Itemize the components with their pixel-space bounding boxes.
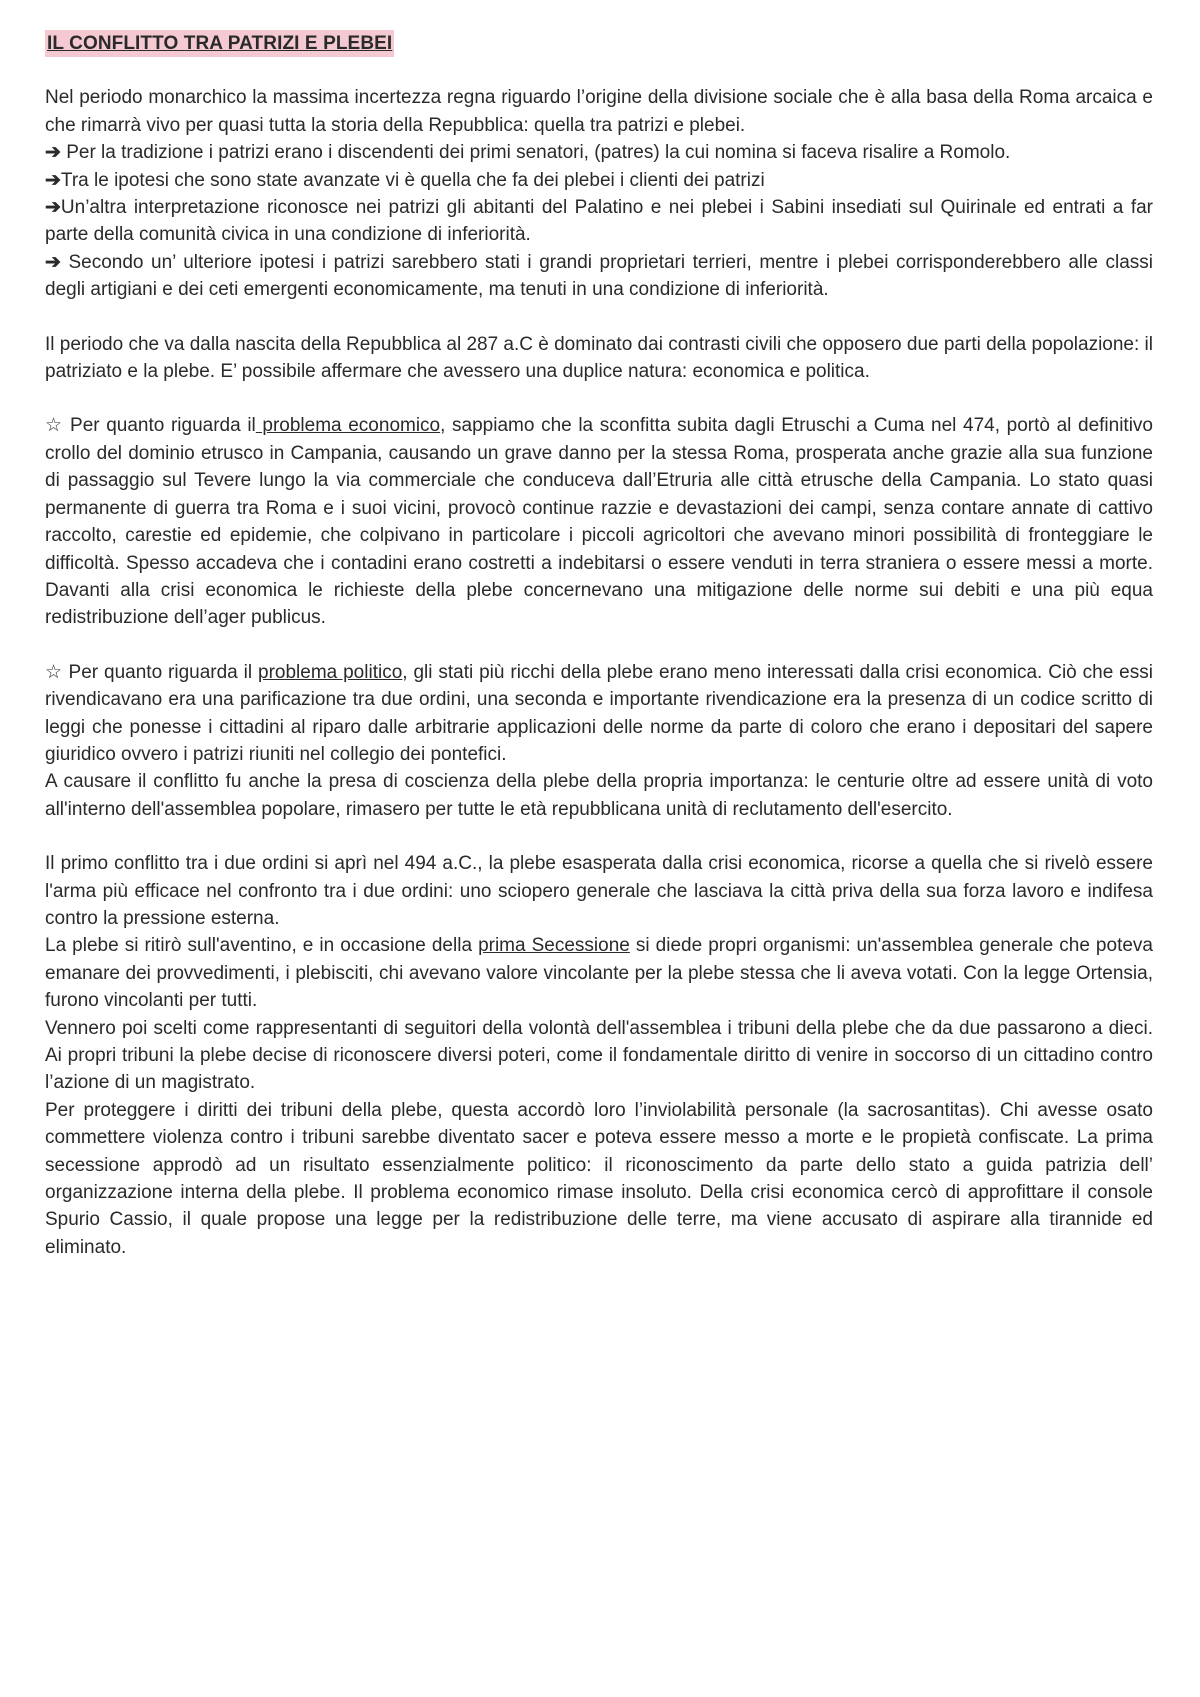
first-secession-term: prima Secessione <box>478 935 630 957</box>
bullet-item <box>45 139 1153 166</box>
period-paragraph: Il periodo che va dalla nascita della Repubblica al 287 a.C è dominato dai contrasti civili che opposero due parti della popolazione: il patriziato e la plebe. E’ possibile affermare che avessero una duplice natura: economica e politica. <box>45 333 1153 383</box>
spacer <box>45 632 1153 659</box>
intro-paragraph: Nel periodo monarchico la massima incertezza regna riguardo l’origine della divisione sociale che è alla basa della Roma arcaica e che rimarrà vivo per quasi tutta la storia della Repubblica: quella tra patrizi e plebei. <box>45 87 1153 136</box>
bullet-item <box>45 249 1153 304</box>
star-icon: ☆ <box>45 415 64 437</box>
causes-paragraph: A causare il conflitto fu anche la presa di coscienza della plebe della propria importanza: le centurie oltre ad essere unità di voto all'interno dell'assemblea popolare, rimasero per tutte le età repubblicana unità di reclutamento dell'esercito. <box>45 771 1153 820</box>
document-title: IL CONFLITTO TRA PATRIZI E PLEBEI <box>45 30 394 57</box>
bullet-text: Secondo un’ ulteriore ipotesi i patrizi sarebbero stati i grandi proprietari terrieri, mentre i plebei corrisponderebbero alle classi degli artigiani e dei ceti emergenti economicamente, ma tenuti in una condizione di inferiorità. <box>45 251 1153 301</box>
economic-paragraph <box>45 412 1153 631</box>
arrow-right-icon: ➔ <box>45 142 61 164</box>
bullet-text: Un’altra interpretazione riconosce nei patrizi gli abitanti del Palatino e nei plebei i Sabini insediati sul Quirinale ed entrati a far parte della comunità civica in una condizione di inferiorità. <box>45 197 1153 246</box>
bullet-text: Per la tradizione i patrizi erano i discendenti dei primi senatori, (patres) la cui nomina si faceva risalire a Romolo. <box>60 142 1011 164</box>
document-page <box>45 30 1153 1261</box>
spacer <box>45 385 1153 412</box>
tribunes-paragraph: Vennero poi scelti come rappresentanti di seguitori della volontà dell'assemblea i tribuni della plebe che da due passarono a dieci. Ai propri tribuni la plebe decise di riconoscere diversi poteri, come il fondamentale diritto di venire in soccorso di un cittadino contro l’azione di un magistrato. <box>45 1017 1153 1094</box>
secession-intro-text: La plebe si ritirò sull'aventino, e in occasione della <box>45 935 479 957</box>
first-conflict-paragraph: Il primo conflitto tra i due ordini si aprì nel 494 a.C., la plebe esasperata dalla crisi economica, ricorse a quella che si rivelò essere l'arma più efficace nel confronto tra i due ordini: uno sciopero generale che lasciava la città priva della sua forza lavoro e indifesa contro la pressione esterna. <box>45 853 1153 929</box>
political-paragraph <box>45 659 1153 769</box>
arrow-right-icon: ➔ <box>45 169 61 191</box>
economic-intro-text: Per quanto riguarda il <box>63 415 256 437</box>
spacer <box>45 304 1153 331</box>
secession-paragraph <box>45 932 1153 1014</box>
star-icon: ☆ <box>45 661 63 683</box>
secession-body-text: si diede propri organismi: un'assemblea generale che poteva emanare dei provvedimenti, i plebisciti, chi avevano valore vincolante per la plebe stessa che li aveva votati. Con la legge Ortensia, furono vincolanti per tutti. <box>45 935 1153 1012</box>
protection-paragraph: Per proteggere i diritti dei tribuni della plebe, questa accordò loro l’inviolabilità personale (la sacrosantitas). Chi avesse osato commettere violenza contro i tribuni sarebbe diventato sacer e poteva essere messo a morte e le propietà confiscate. La prima secessione approdò ad un risultato essenzialmente politico: il riconoscimento da parte dello stato a guida patrizia dell’ organizzazione interna della plebe. Il problema economico rimase insoluto. Della crisi economica cercò di approfittare il console Spurio Cassio, il quale propose una legge per la redistribuzione delle terre, ma viene accusato di aspirare alla tirannide ed eliminato. <box>45 1099 1153 1258</box>
political-body-text: , gli stati più ricchi della plebe erano meno interessati dalla crisi economica. Ciò che essi rivendicavano era una parificazione tra due ordini, una seconda e importante rivendicazione era la presenza di un codice scritto di leggi che ponesse i cittadini al riparo dalle arbitrarie applicazioni delle norme da parte di coloro che erano i depositari del sapere giuridico ovvero i patrizi riuniti nel collegio dei pontefici. <box>45 661 1153 765</box>
bullet-item <box>45 167 1153 194</box>
bullet-item <box>45 194 1153 249</box>
economic-problem-heading: problema economico <box>255 415 441 437</box>
arrow-right-icon: ➔ <box>45 197 61 219</box>
economic-body-text: , sappiamo che la sconfitta subita dagli Etruschi a Cuma nel 474, portò al definitivo crollo del dominio etrusco in Campania, causando un grave danno per la stessa Roma, prosperata anche grazie alla sua funzione di passaggio sul Tevere lungo la via commerciale che conduceva dall’Etruria alle città etrusche della Campania. Lo stato quasi permanente di guerra tra Roma e i suoi vicini, provocò continue razzie e devastazioni dei campi, senza contare annate di cattivo raccolto, carestie ed epidemie, che colpivano in particolare i piccoli agricoltori che avevano minori possibilità di fronteggiare le difficoltà. Spesso accadeva che i contadini erano costretti a indebitarsi o essere venduti in terra straniera o essere messi a morte. Davanti alla crisi economica le richieste della plebe concernevano una mitigazione delle norme sui debiti e una più equa redistribuzione dell’ager publicus. <box>45 415 1153 629</box>
political-intro-text: Per quanto riguarda il <box>62 661 258 683</box>
spacer <box>45 823 1153 850</box>
spacer <box>45 57 1153 84</box>
bullet-text: Tra le ipotesi che sono state avanzate vi è quella che fa dei plebei i clienti dei patrizi <box>60 169 765 191</box>
arrow-right-icon: ➔ <box>45 251 61 273</box>
political-problem-heading: problema politico <box>258 661 403 683</box>
